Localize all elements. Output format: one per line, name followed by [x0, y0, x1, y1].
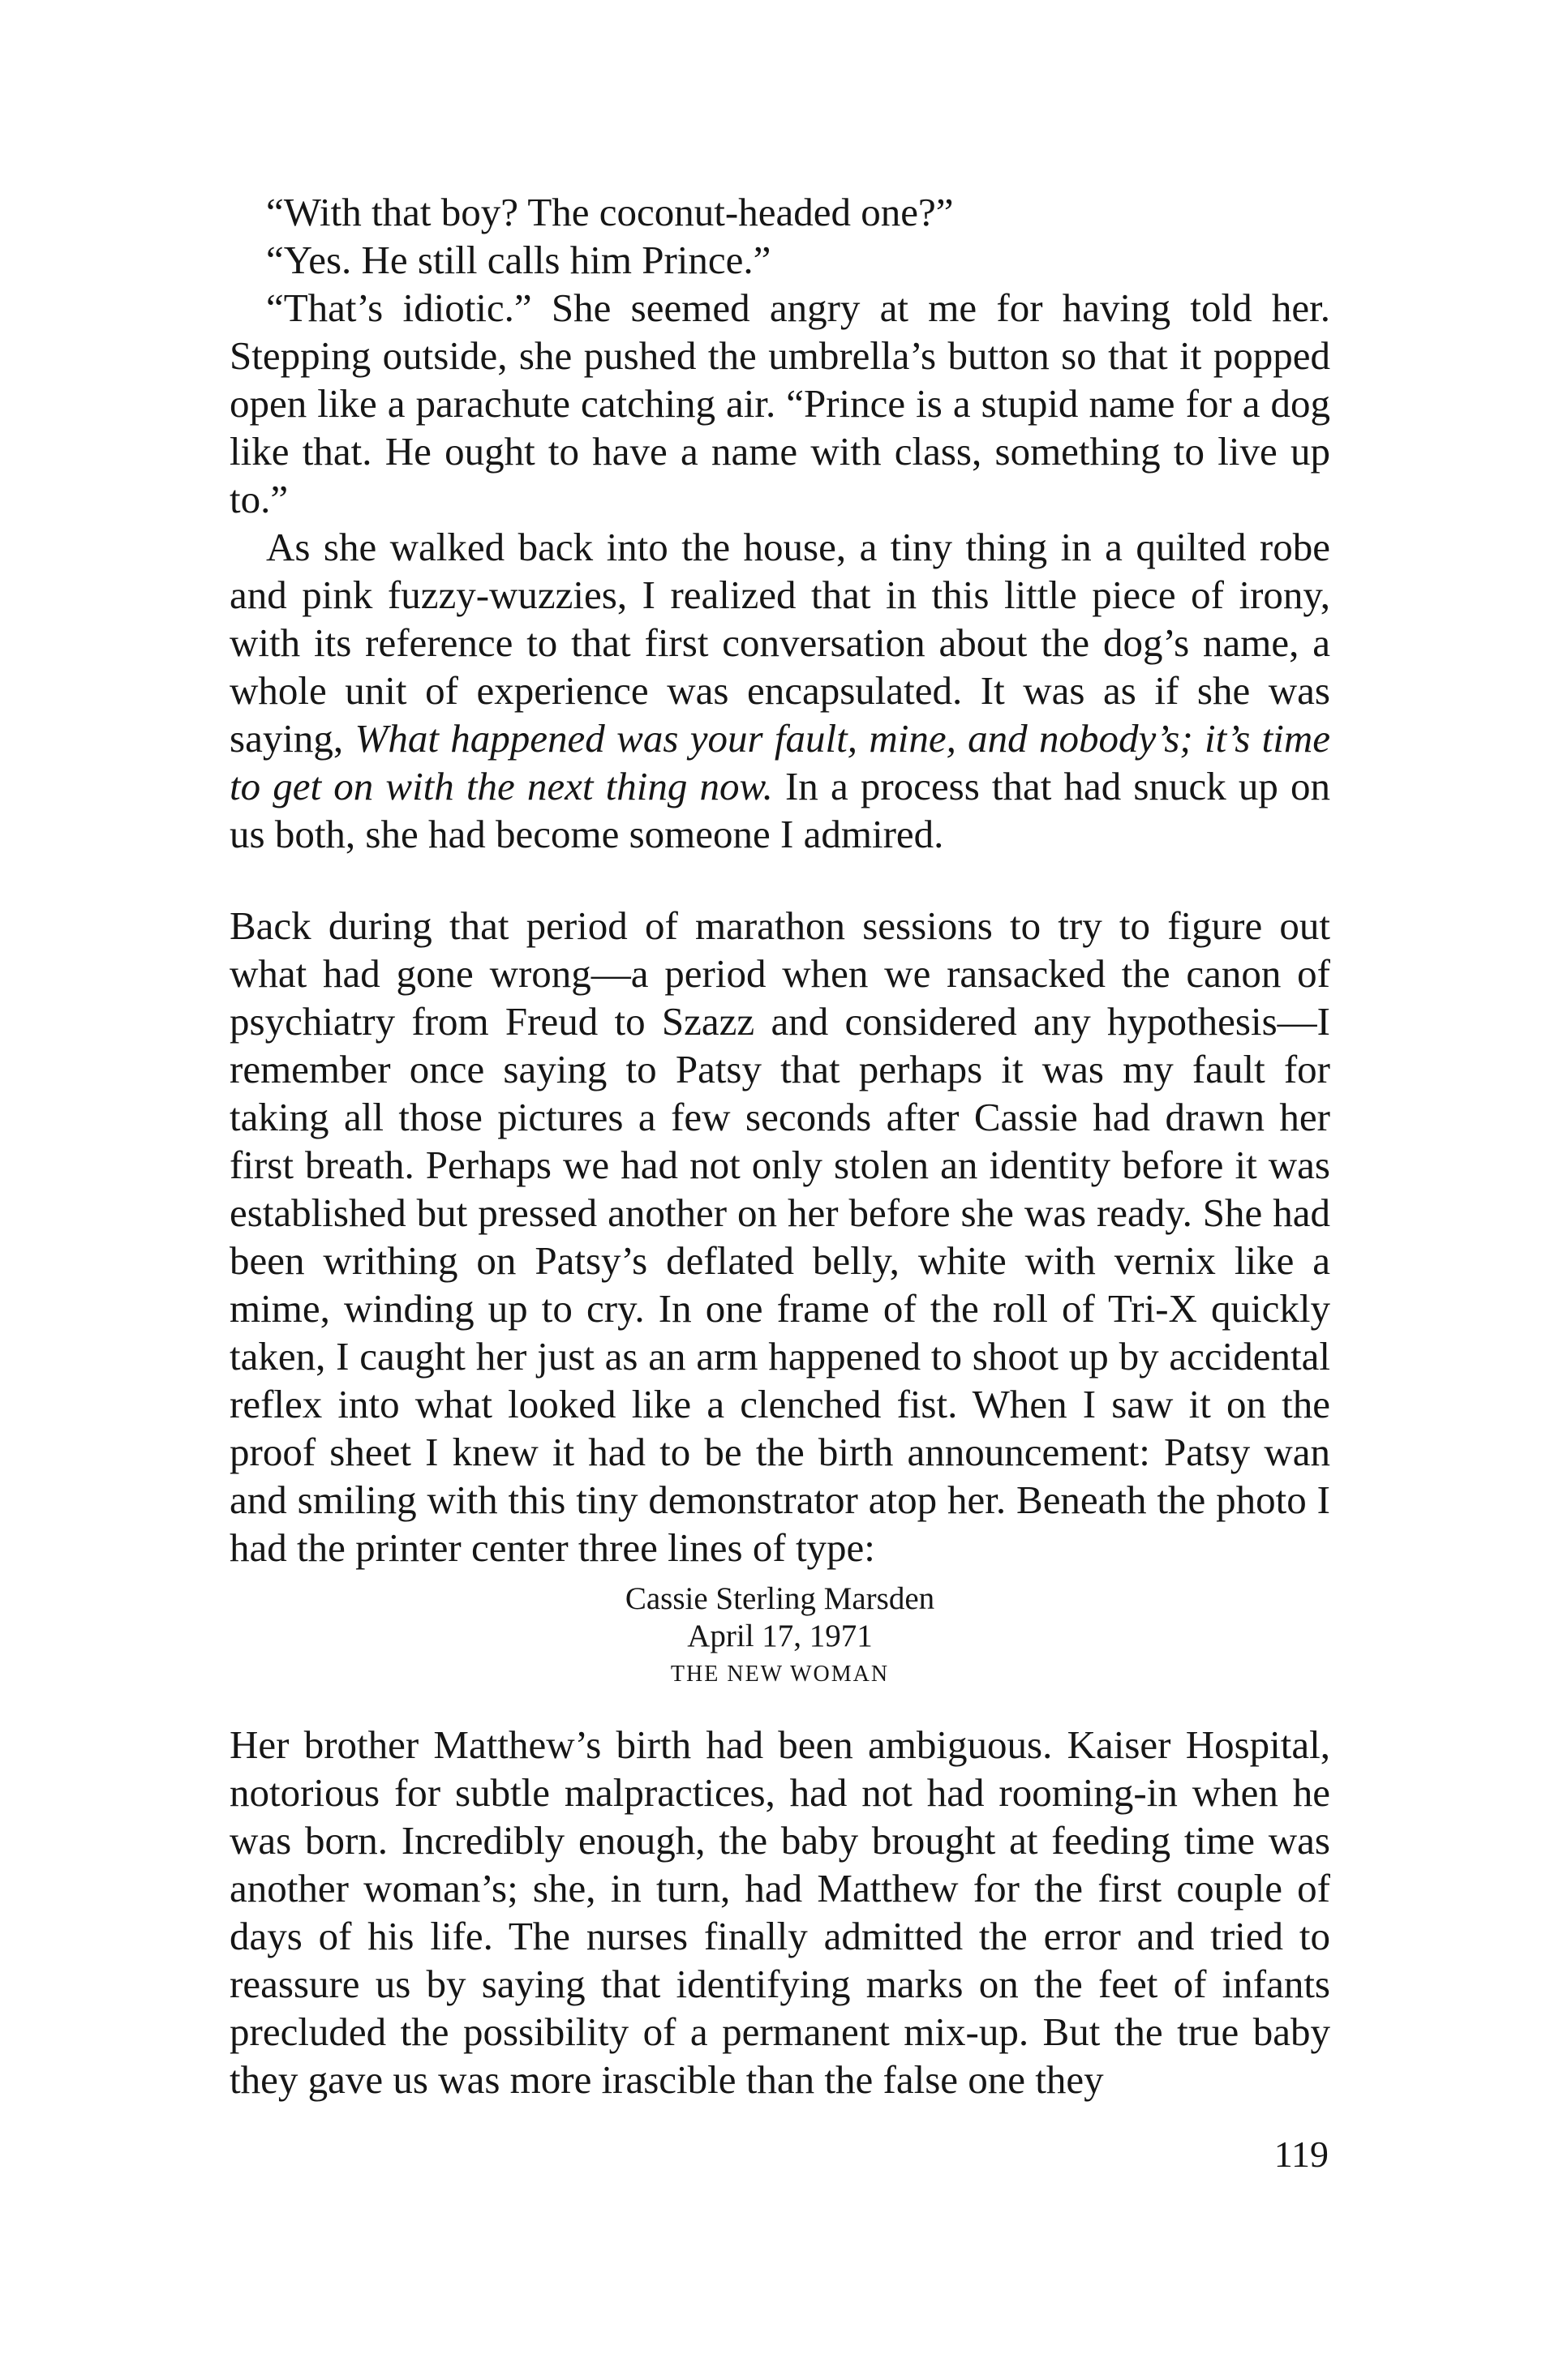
birth-announcement [230, 1580, 1330, 1694]
body-paragraph: Back during that period of marathon sessions to try to figure out what had gone wrong—a period when we ransacked the canon of psychiatry from Freud to Szazz and considered any hypothesis—I remember once saying to Patsy that perhaps it was my fault for taking all those pictures a few seconds after Cassie had drawn her first breath. Perhaps we had not only stolen an identity before it was established but pressed another on her before she was ready. She had been writhing on Patsy’s deflated belly, white with vernix like a mime, winding up to cry. In one frame of the roll of Tri-X quickly taken, I caught her just as an arm happened to shoot up by accidental reflex into what looked like a clenched fist. When I saw it on the proof sheet I knew it had to be the birth announcement: Patsy wan and smiling with this tiny demonstrator atop her. Beneath the photo I had the printer center three lines of type: [230, 903, 1330, 1570]
text-section-3 [230, 1721, 1330, 2103]
dialogue-paragraph: “Yes. He still calls him Prince.” [266, 238, 771, 282]
paragraph-text: As she walked back into the house, a tiny thing in a quilted robe and pink fuzzy-wuzzies, I realized that in this little piece of irony, with its reference to that first conversation about the dog’s name, a whole unit of experience was encapsulated. It was as if she was saying, [230, 525, 1330, 761]
body-paragraph [230, 523, 1330, 858]
announcement-date: April 17, 1971 [687, 1619, 873, 1653]
text-section-1 [230, 188, 1330, 858]
announcement-title: THE NEW WOMAN [670, 1662, 890, 1687]
announcement-name: Cassie Sterling Marsden [625, 1581, 935, 1616]
paragraph-text: In a process that had snuck up on us both, she had become someone I admired. [230, 764, 1330, 856]
dialogue-paragraph: “With that boy? The coconut-headed one?” [266, 190, 954, 234]
italic-text: What happened was your fault, mine, and nobody’s; it’s time to get on with the next thing now. [230, 716, 1330, 808]
page-number: 119 [1273, 2133, 1329, 2175]
text-section-2 [230, 902, 1330, 1572]
body-paragraph: Her brother Matthew’s birth had been ambiguous. Kaiser Hospital, notorious for subtle malpractices, had not had rooming-in when he was born. Incredibly enough, the baby brought at feeding time was another woman’s; she, in turn, had Matthew for the first couple of days of his life. The nurses finally admitted the error and tried to reassure us by saying that identifying marks on the feet of infants precluded the possibility of a permanent mix-up. But the true baby they gave us was more irascible than the false one they [230, 1722, 1330, 2102]
dialogue-paragraph: “That’s idiotic.” She seemed angry at me for having told her. Stepping outside, she pushed the umbrella’s button so that it popped open like a parachute catching air. “Prince is a stupid name for a dog like that. He ought to have a name with class, something to live up to.” [230, 285, 1330, 521]
